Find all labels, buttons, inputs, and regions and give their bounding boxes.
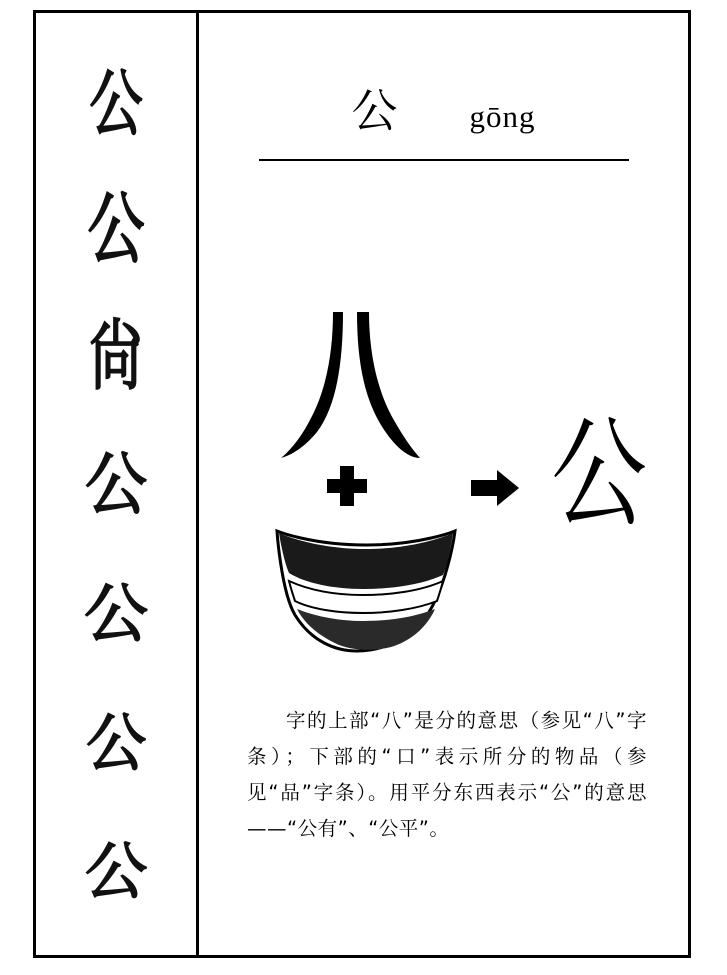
- plus-icon: [327, 466, 367, 506]
- evolution-glyph-seal-2: 公: [84, 577, 148, 653]
- evolution-glyph-seal-1: 公: [84, 444, 147, 525]
- result-seal-glyph: 公: [551, 404, 647, 545]
- etymology-illustration: [199, 178, 688, 678]
- evolution-glyph-regular: 公: [81, 835, 151, 909]
- headword-pinyin: gōng: [469, 99, 536, 134]
- evolution-glyph-clerical: 公: [84, 707, 148, 782]
- evolution-glyph-bronze-1: 公: [87, 184, 145, 276]
- component-ba-icon: [277, 308, 422, 468]
- arrow-right-icon: [469, 468, 521, 508]
- component-mouth-icon: [271, 523, 461, 653]
- script-evolution-column: [36, 13, 196, 955]
- entry-panel: [199, 13, 688, 955]
- headword: [199, 84, 688, 138]
- evolution-glyph-oracle-bone: 公: [89, 61, 143, 147]
- header-rule: [259, 159, 629, 161]
- headword-character: 公: [351, 84, 398, 138]
- evolution-glyph-bronze-2: 尙: [89, 312, 143, 402]
- etymology-explanation: 字的上部“八”是分的意思（参见“八”字条）；下部的“口”表示所分的物品（参见“品”字条）。用平分东西表示“公”的意思——“公有”、“公平”。: [247, 709, 647, 841]
